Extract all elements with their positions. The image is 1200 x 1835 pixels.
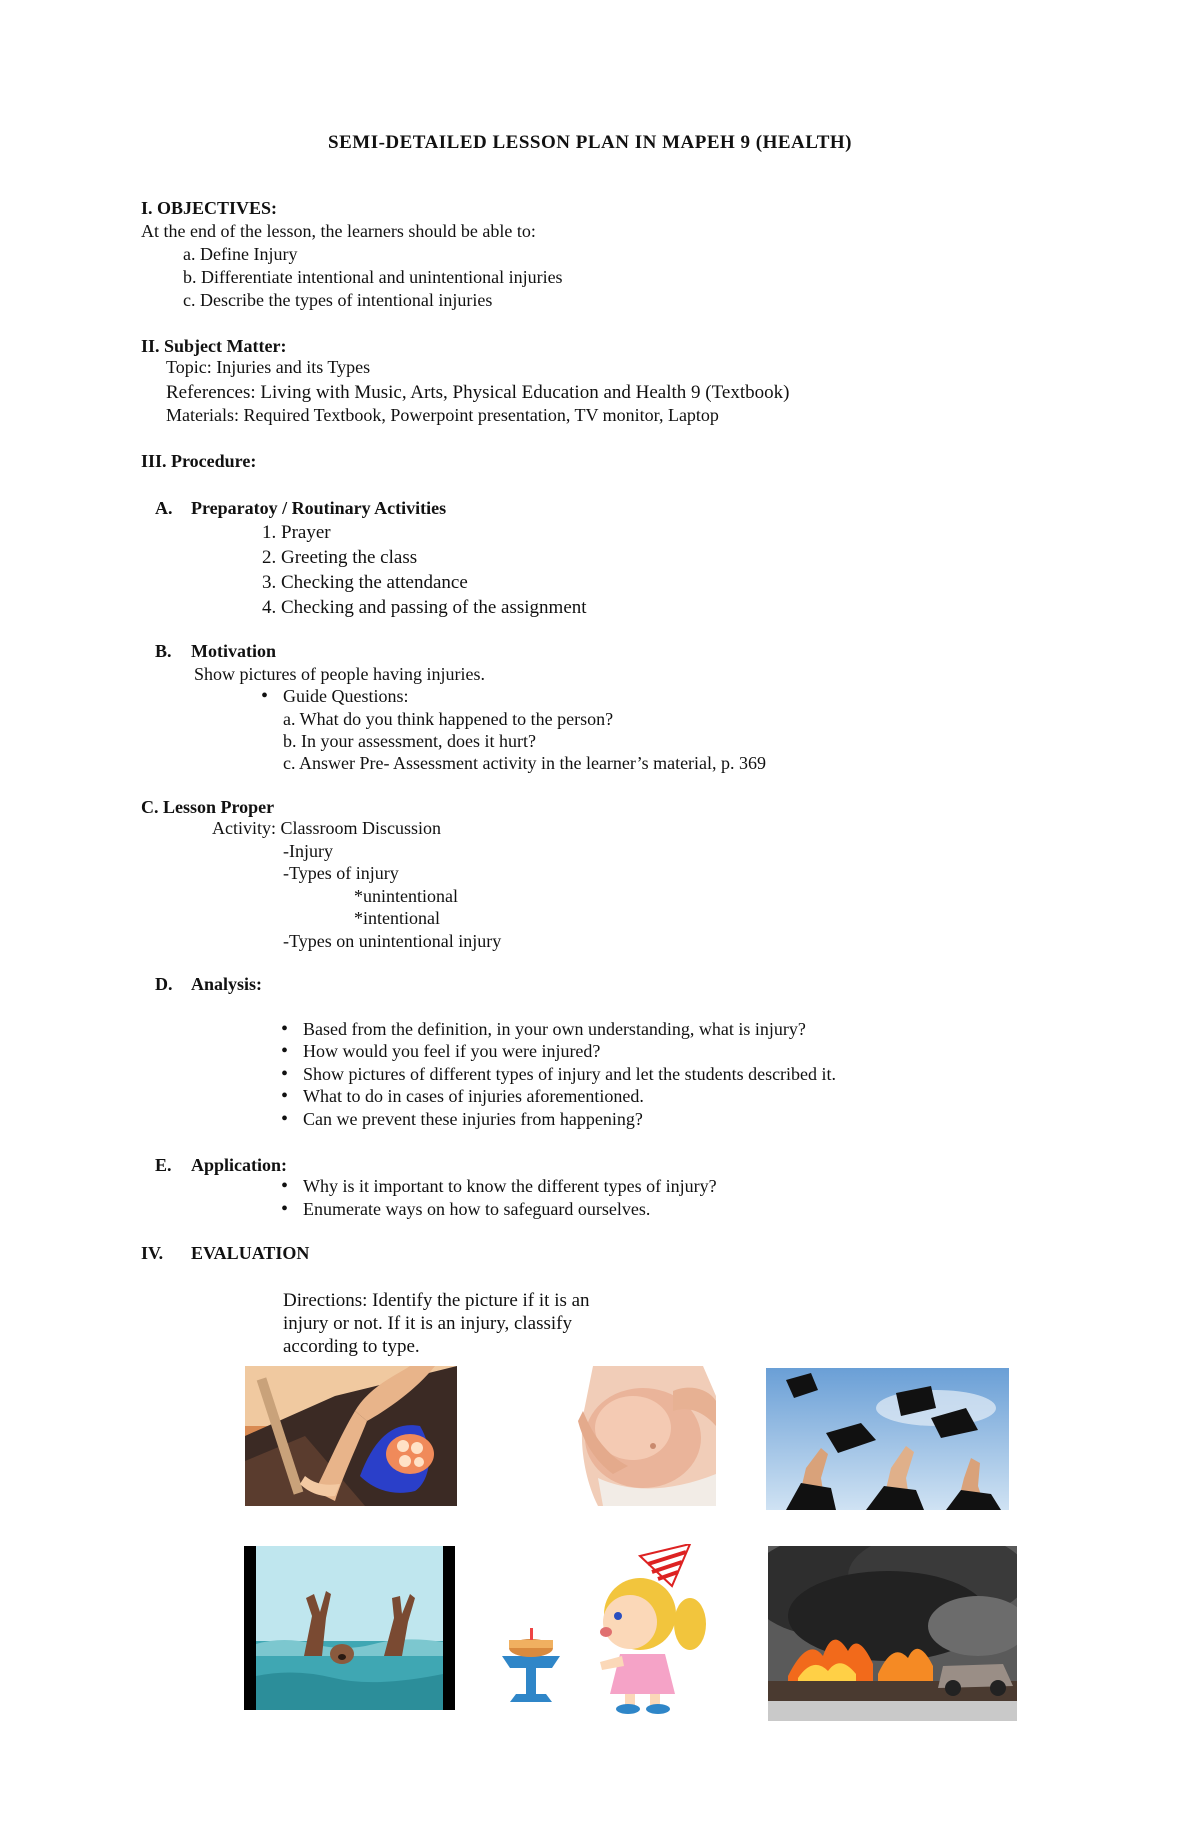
motivation-intro: Show pictures of people having injuries.	[194, 664, 485, 684]
routine-item: 1. Prayer	[262, 522, 331, 543]
graduation-caps-picture	[766, 1368, 1009, 1510]
analysis-item: • Show pictures of different types of injury and let the students described it.	[303, 1064, 836, 1086]
birthday-girl-picture	[490, 1544, 722, 1716]
evaluation-directions: Directions: Identify the picture if it is an	[283, 1290, 590, 1311]
objectives-heading: I. OBJECTIVES:	[141, 198, 278, 218]
objective-item: a. Define Injury	[183, 244, 298, 264]
evaluation-label: IV.	[141, 1243, 164, 1263]
broken-leg-picture	[245, 1366, 457, 1506]
application-item: • Why is it important to know the different types of injury?	[303, 1176, 717, 1198]
lesson-line: -Types on unintentional injury	[283, 931, 502, 951]
routine-item: 2. Greeting the class	[262, 547, 418, 568]
routine-item: 4. Checking and passing of the assignment	[262, 597, 587, 618]
subject-references: References: Living with Music, Arts, Physical Education and Health 9 (Textbook)	[166, 382, 790, 403]
lesson-line: *unintentional	[354, 886, 458, 906]
lesson-activity: Activity: Classroom Discussion	[212, 818, 441, 838]
analysis-item: • Can we prevent these injuries from happening?	[303, 1109, 643, 1131]
section-b-label: B.	[155, 641, 172, 661]
lesson-line: *intentional	[354, 908, 440, 928]
subject-matter-heading: II. Subject Matter:	[141, 336, 287, 356]
analysis-item: • How would you feel if you were injured?	[303, 1041, 600, 1063]
analysis-item: • What to do in cases of injuries aforementioned.	[303, 1086, 644, 1108]
section-d-title: Analysis:	[191, 974, 263, 994]
guide-questions-bullet: • Guide Questions:	[283, 686, 409, 708]
section-a-label: A.	[155, 498, 173, 518]
objective-item: c. Describe the types of intentional injuries	[183, 290, 493, 310]
pregnant-belly-picture	[573, 1366, 716, 1506]
guide-question: b. In your assessment, does it hurt?	[283, 731, 536, 751]
evaluation-directions: according to type.	[283, 1336, 420, 1357]
drowning-picture	[244, 1546, 455, 1710]
analysis-item: • Based from the definition, in your own understanding, what is injury?	[303, 1019, 806, 1041]
lesson-line: -Injury	[283, 841, 333, 861]
objective-item: b. Differentiate intentional and unintentional injuries	[183, 267, 563, 287]
procedure-heading: III. Procedure:	[141, 451, 257, 471]
car-fire-picture	[768, 1546, 1017, 1721]
document-title: SEMI-DETAILED LESSON PLAN IN MAPEH 9 (HEALTH)	[328, 132, 852, 153]
routine-item: 3. Checking the attendance	[262, 572, 468, 593]
section-a-title: Preparatoy / Routinary Activities	[191, 498, 447, 518]
guide-question: c. Answer Pre- Assessment activity in the learner’s material, p. 369	[283, 753, 767, 773]
lesson-line: -Types of injury	[283, 863, 399, 883]
subject-materials: Materials: Required Textbook, Powerpoint presentation, TV monitor, Laptop	[166, 405, 719, 425]
guide-question: a. What do you think happened to the person?	[283, 709, 614, 729]
section-e-title: Application:	[191, 1155, 288, 1175]
application-item: • Enumerate ways on how to safeguard ourselves.	[303, 1199, 650, 1221]
subject-topic: Topic: Injuries and its Types	[166, 357, 371, 377]
section-c-title: C. Lesson Proper	[141, 797, 275, 817]
objectives-intro: At the end of the lesson, the learners should be able to:	[141, 221, 536, 241]
evaluation-directions: injury or not. If it is an injury, classify	[283, 1313, 572, 1334]
section-d-label: D.	[155, 974, 173, 994]
section-b-title: Motivation	[191, 641, 276, 661]
section-e-label: E.	[155, 1155, 172, 1175]
evaluation-title: EVALUATION	[191, 1243, 310, 1263]
